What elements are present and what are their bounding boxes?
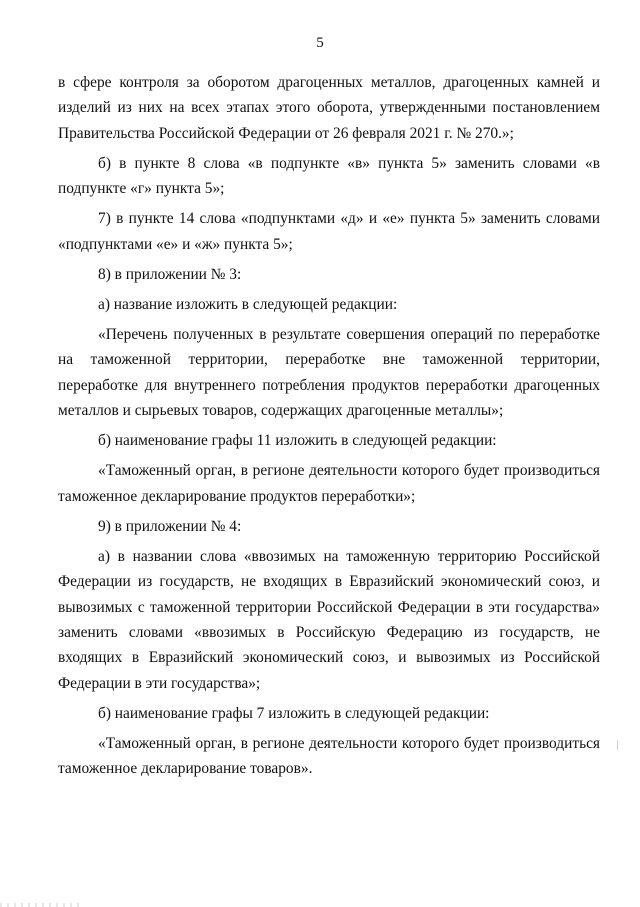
paragraph: 7) в пункте 14 слова «подпунктами «д» и «е» пункта 5» заменить словами «подпунктами «е» и «ж» пункта 5»;	[58, 210, 600, 253]
paragraph: «Таможенный орган, в регионе деятельности которого будет производиться таможенное декларирование товаров».	[58, 734, 600, 778]
paragraph: б) наименование графы 7 изложить в следующей редакции:	[98, 704, 490, 722]
paragraph: 8) в приложении № 3:	[98, 265, 242, 283]
document-body	[58, 70, 600, 782]
paragraph: «Таможенный орган, в регионе деятельности которого будет производиться таможенное декларирование продуктов переработки»;	[58, 462, 600, 505]
paragraph: «Перечень полученных в результате совершения операций по переработке на таможенной территории, переработке вне таможенной территории, переработке для внутреннего потребления продуктов переработки драгоценных металлов и сырьевых товаров, содержащих драгоценные металлы»;	[58, 326, 600, 420]
scan-artifact	[0, 903, 80, 907]
paragraph: 9) в приложении № 4:	[98, 517, 242, 535]
scan-artifact	[617, 740, 618, 750]
paragraph: а) в названии слова «ввозимых на таможенную территорию Российской Федерации из государств, не входящих в Евразийский экономический союз, и вывозимых с таможенной территории Российской Федерации в эти государства» заменить словами «ввозимых в Российскую Федерацию из государств, не входящих в Евразийский экономический союз, и вывозимых из Российской Федерации в эти государства»;	[58, 548, 600, 692]
paragraph: в сфере контроля за оборотом драгоценных металлов, драгоценных камней и изделий из них на всех этапах этого оборота, утвержденными постановлением Правительства Российской Федерации от 26 февраля 2021 г. № 270.»;	[58, 74, 600, 142]
paragraph: б) наименование графы 11 изложить в следующей редакции:	[98, 432, 497, 450]
paragraph: а) название изложить в следующей редакции:	[98, 295, 398, 313]
page-number: 5	[316, 35, 324, 51]
paragraph: б) в пункте 8 слова «в подпункте «в» пункта 5» заменить словами «в подпункте «г» пункта 5»;	[58, 154, 600, 198]
